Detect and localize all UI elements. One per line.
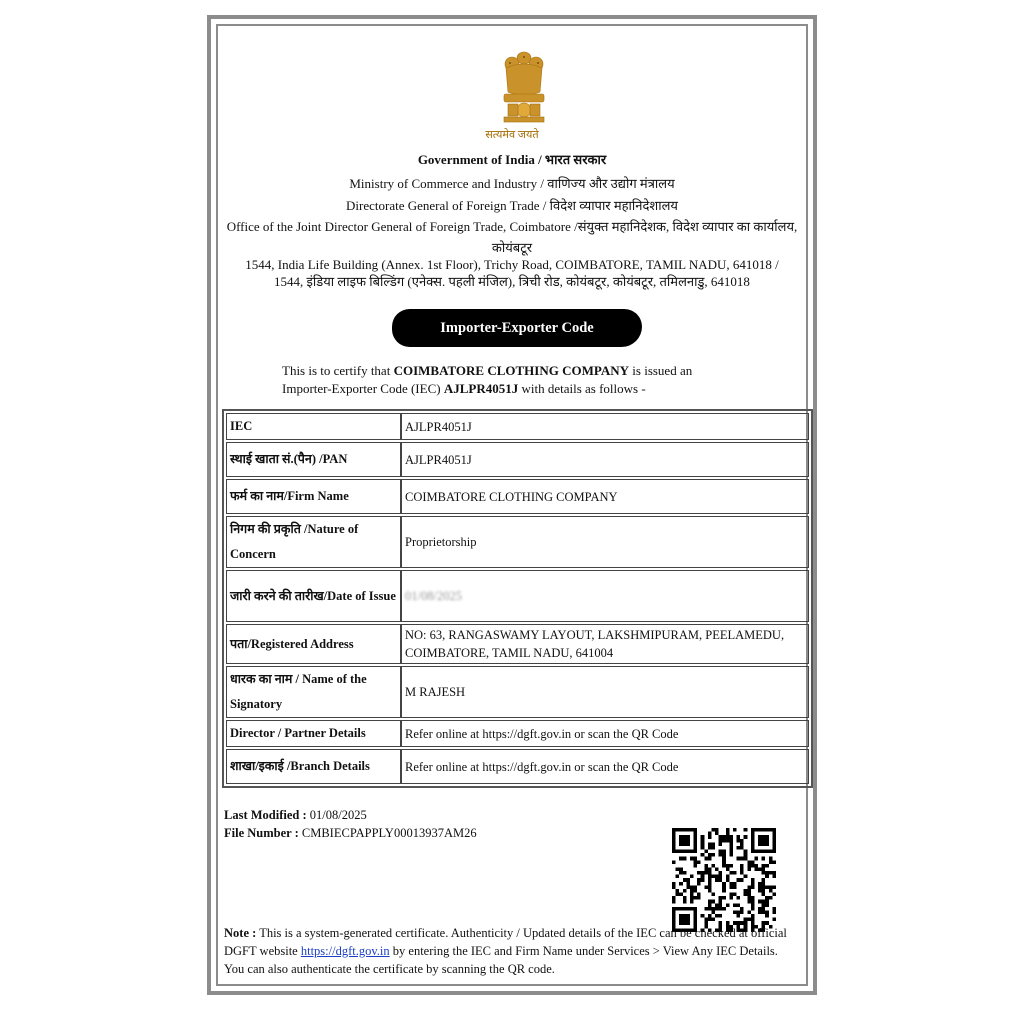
office-address-line-2: 1544, इंडिया लाइफ बिल्डिंग (एनेक्स. पहली मंजिल), त्रिची रोड, कोयंबटूर, कोयंबटूर, तमिलनाडु, 641018 xyxy=(274,274,750,289)
certified-iec: AJLPR4051J xyxy=(443,381,519,396)
row-value: Refer online at https://dgft.gov.in or scan the QR Code xyxy=(401,720,809,747)
row-label: निगम की प्रकृति /Nature of Concern xyxy=(226,516,401,568)
certification-statement xyxy=(282,362,752,398)
row-value: AJLPR4051J xyxy=(401,413,809,440)
table-row xyxy=(226,442,809,477)
table-row xyxy=(226,666,809,718)
office-line-1: Office of the Joint Director General of Foreign Trade, Coimbatore /संयुक्त महानिदेशक, विदेश व्यापार का कार्यालय, xyxy=(226,219,798,234)
row-label: पता/Registered Address xyxy=(226,624,401,664)
table-row xyxy=(226,413,809,440)
note-text-1: This is a system-generated certificate. Authenticity / Updated details of the IEC can be checked at official DGFT website xyxy=(224,926,787,958)
details-table xyxy=(222,409,813,788)
document-title: Importer-Exporter Code xyxy=(392,309,642,347)
ministry-line: Ministry of Commerce and Industry / वाणिज्य और उद्योग मंत्रालय xyxy=(349,176,675,191)
government-heading: Government of India / भारत सरकार xyxy=(417,152,607,167)
last-modified-value: 01/08/2025 xyxy=(309,808,367,822)
emblem-motto: सत्यमेव जयते xyxy=(485,129,539,141)
certificate-inner-border xyxy=(216,24,808,986)
row-label: स्थाई खाता सं.(पैन) /PAN xyxy=(226,442,401,477)
table-row xyxy=(226,624,809,664)
office-line-2: कोयंबटूर xyxy=(491,240,533,255)
table-row xyxy=(226,720,809,747)
certify-suffix: with details as follows - xyxy=(521,381,646,396)
row-value: Refer online at https://dgft.gov.in or scan the QR Code xyxy=(401,749,809,784)
row-label: धारक का नाम / Name of the Signatory xyxy=(226,666,401,718)
file-number-value: CMBIECPAPPLY00013937AM26 xyxy=(301,826,477,840)
row-value: AJLPR4051J xyxy=(401,442,809,477)
row-value: M RAJESH xyxy=(401,666,809,718)
certified-company: COIMBATORE CLOTHING COMPANY xyxy=(393,363,630,378)
table-row xyxy=(226,516,809,568)
certify-prefix: This is to certify that xyxy=(282,363,391,378)
issue-date-value: 01/08/2025 xyxy=(405,589,462,603)
table-row xyxy=(226,749,809,784)
row-label: Director / Partner Details xyxy=(226,720,401,747)
row-value: NO: 63, RANGASWAMY LAYOUT, LAKSHMIPURAM, PEELAMEDU, COIMBATORE, TAMIL NADU, 641004 xyxy=(401,624,809,664)
certificate-frame xyxy=(207,15,817,995)
table-row xyxy=(226,570,809,622)
row-value: Proprietorship xyxy=(401,516,809,568)
certify-line2-prefix: Importer-Exporter Code (IEC) xyxy=(282,381,441,396)
note-paragraph xyxy=(224,924,799,978)
row-label: शाखा/इकाई /Branch Details xyxy=(226,749,401,784)
record-meta xyxy=(224,806,477,842)
last-modified-label: Last Modified : xyxy=(224,808,307,822)
qr-code-icon[interactable] xyxy=(672,828,776,932)
table-row xyxy=(226,479,809,514)
row-label: जारी करने की तारीख/Date of Issue xyxy=(226,570,401,622)
note-label: Note : xyxy=(224,926,257,940)
dgft-link[interactable]: https://dgft.gov.in xyxy=(300,944,390,958)
office-address-line-1: 1544, India Life Building (Annex. 1st Floor), Trichy Road, COIMBATORE, TAMIL NADU, 641018 / xyxy=(245,257,779,272)
national-emblem-icon xyxy=(494,48,554,128)
row-value: COIMBATORE CLOTHING COMPANY xyxy=(401,479,809,514)
file-number-label: File Number : xyxy=(224,826,299,840)
directorate-line: Directorate General of Foreign Trade / विदेश व्यापार महानिदेशालय xyxy=(346,198,678,213)
note-text-2: by entering the IEC and Firm Name under Services > View Any IEC Details. You can also authenticate the certificate by scanning the QR code. xyxy=(224,944,778,976)
row-label: IEC xyxy=(226,413,401,440)
row-label: फर्म का नाम/Firm Name xyxy=(226,479,401,514)
certify-mid: is issued an xyxy=(632,363,693,378)
